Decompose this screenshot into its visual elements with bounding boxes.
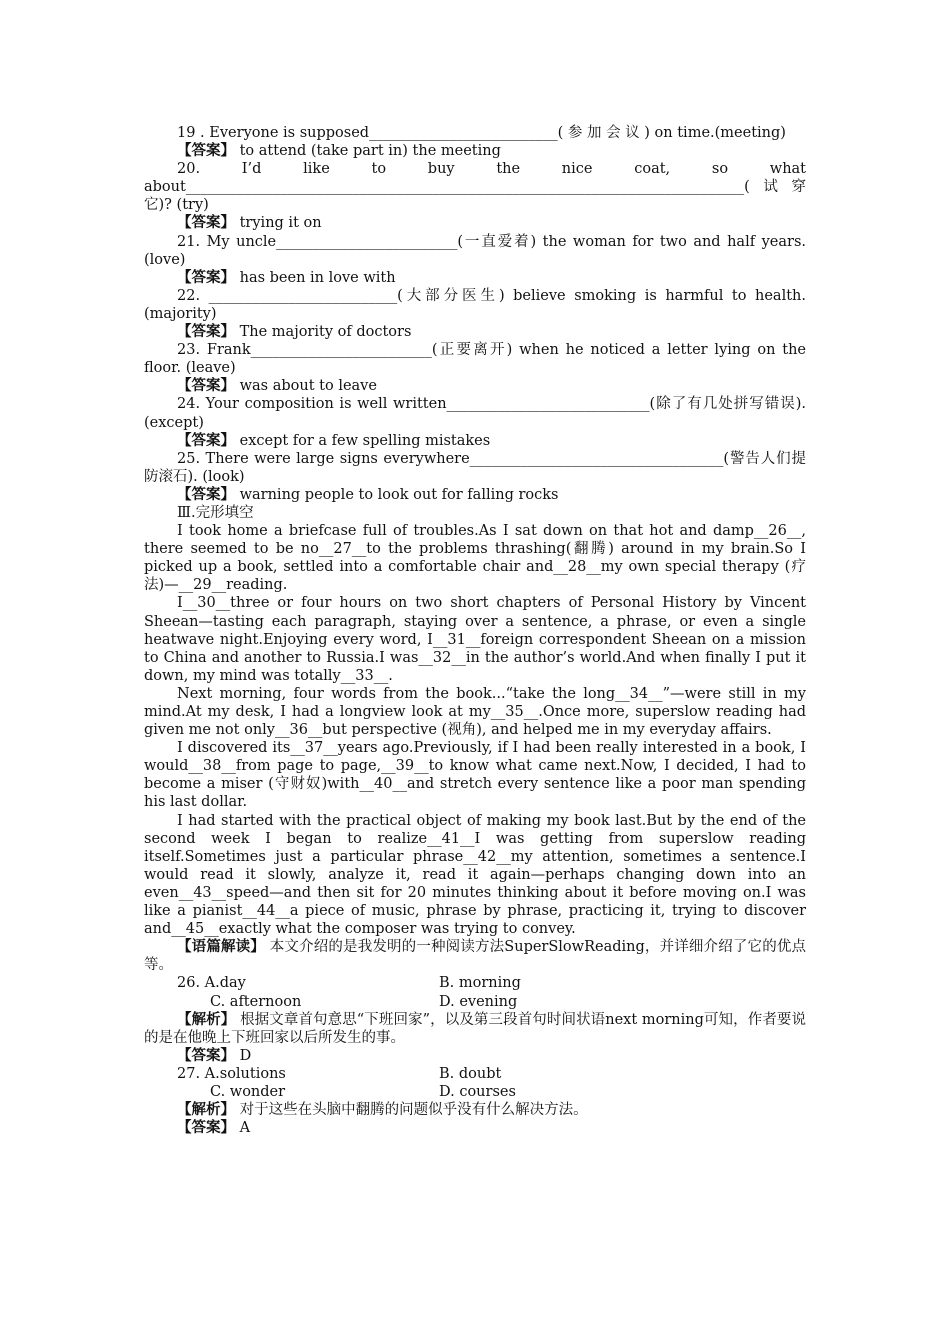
answer-tag: 【答案】 xyxy=(177,1046,235,1064)
option-27a: 27. A.solutions xyxy=(177,1065,286,1082)
answer-25 xyxy=(144,486,806,504)
question-25: 25. There were large signs everywhere___________________________________(警告人们提防滚石). (look) xyxy=(144,450,806,485)
analysis-27 xyxy=(144,1101,806,1119)
answer-tag: 【答案】 xyxy=(177,323,235,341)
question-24: 24. Your composition is well written____________________________(除了有几处拼写错误). (except) xyxy=(144,396,806,431)
document-page xyxy=(144,124,806,1137)
answer-text: D xyxy=(239,1047,252,1064)
option-26b: B. morning xyxy=(439,975,521,992)
passage-paragraph: I__30__three or four hours on two short chapters of Personal History by Vincent Sheean—tasting each paragraph, staying over a sentence, a phrase, or even a single heatwave night.Enjoying every word, I__31__foreign correspondent Sheean on a mission to China and another to Russia.I was__32__in the author’s world.And when finally I put it down, my mind was totally__33__. xyxy=(144,595,806,684)
question-22: 22. __________________________(大部分医生) believe smoking is harmful to health. (majority) xyxy=(144,287,806,322)
answer-21 xyxy=(144,269,806,287)
passage-paragraph: Next morning, four words from the book...“take the long__34__”—were still in my mind.At my desk, I had a longview look at my__35__.Once more, superslow reading had given me not only__36__but perspective (视角), and helped me in my everyday affairs. xyxy=(144,685,806,739)
option-26a: 26. A.day xyxy=(177,975,246,992)
answer-text: was about to leave xyxy=(239,378,377,395)
option-27b: B. doubt xyxy=(439,1065,502,1082)
answer-19 xyxy=(144,142,806,160)
answer-20 xyxy=(144,214,806,232)
passage-paragraph: I discovered its__37__years ago.Previously, if I had been really interested in a book, I would__38__from page to page,__39__to know what came next.Now, I decided, I had to become a miser (守财奴)with__40__and stretch every sentence like a poor man spending his last dollar. xyxy=(144,740,806,811)
analysis-tag: 【解析】 xyxy=(177,1010,236,1028)
options-27-row1 xyxy=(144,1065,806,1083)
option-26c: C. afternoon xyxy=(210,993,302,1010)
answer-tag: 【答案】 xyxy=(177,142,235,160)
answer-text: trying it on xyxy=(239,215,322,232)
options-26-row2 xyxy=(144,993,806,1011)
answer-text: warning people to look out for falling rocks xyxy=(239,486,559,503)
answer-tag: 【答案】 xyxy=(177,485,235,503)
question-19: 19 . Everyone is supposed__________________________( 参 加 会 议 ) on time.(meeting) xyxy=(177,125,786,141)
options-27-row2 xyxy=(144,1083,806,1101)
answer-tag: 【答案】 xyxy=(177,377,235,395)
analysis-text: 根据文章首句意思“下班回家”，以及第三段首句时间状语next morning可知，作者要说的是在他晚上下班回家以后所发生的事。 xyxy=(144,1011,807,1046)
answer-27 xyxy=(144,1119,806,1137)
question-21: 21. My uncle_________________________(一直爱着) the woman for two and half years. (love) xyxy=(144,233,806,268)
summary-text: 本文介绍的是我发明的一种阅读方法SuperSlowReading，并详细介绍了它的优点等。 xyxy=(144,939,807,974)
question-23: 23. Frank_________________________(正要离开) when he noticed a letter lying on the floor. (leave) xyxy=(144,342,806,377)
option-26d: D. evening xyxy=(439,993,518,1010)
answer-tag: 【答案】 xyxy=(177,214,235,232)
answer-text: A xyxy=(239,1120,251,1137)
answer-26 xyxy=(144,1047,806,1065)
answer-23 xyxy=(144,377,806,395)
analysis-tag: 【解析】 xyxy=(177,1101,235,1119)
answer-22 xyxy=(144,323,806,341)
answer-24 xyxy=(144,432,806,450)
options-26-row1 xyxy=(144,974,806,992)
section-title: Ⅲ.完形填空 xyxy=(177,504,254,521)
passage-paragraph: I took home a briefcase full of troubles.As I sat down on that hot and damp__26__, there seemed to be no__27__to the problems thrashing(翻腾) around in my brain.So I picked up a book, settled into a comfortable chair and__28__my own special therapy (疗法)—__29__reading. xyxy=(144,523,806,594)
passage-summary xyxy=(144,938,806,974)
answer-text: has been in love with xyxy=(239,269,396,286)
answer-tag: 【答案】 xyxy=(177,431,235,449)
answer-text: to attend (take part in) the meeting xyxy=(239,143,501,160)
answer-text: except for a few spelling mistakes xyxy=(239,432,491,449)
passage-paragraph: I had started with the practical object of making my book last.But by the end of the second week I began to realize__41__I was getting from superslow reading itself.Sometimes just a particular phrase__42__my attention, sometimes a sentence.I would read it slowly, analyze it, read it again—perhaps changing down into an even__43__speed—and then sit for 20 minutes thinking about it before moving on.I was like a pianist__44__a piece of music, phrase by phrase, practicing it, trying to discover and__45__exactly what the composer was trying to convey. xyxy=(144,812,806,938)
option-27c: C. wonder xyxy=(210,1083,286,1100)
answer-tag: 【答案】 xyxy=(177,1119,235,1137)
analysis-26 xyxy=(144,1011,806,1047)
answer-tag: 【答案】 xyxy=(177,268,235,286)
answer-text: The majority of doctors xyxy=(239,324,412,341)
analysis-text: 对于这些在头脑中翻腾的问题似乎没有什么解决方法。 xyxy=(239,1102,588,1119)
question-20: 20. I’d like to buy the nice coat, so what about_____________________________________________________________________________(试穿它)? (try) xyxy=(144,161,806,214)
option-27d: D. courses xyxy=(439,1083,516,1100)
summary-tag: 【语篇解读】 xyxy=(177,938,265,956)
